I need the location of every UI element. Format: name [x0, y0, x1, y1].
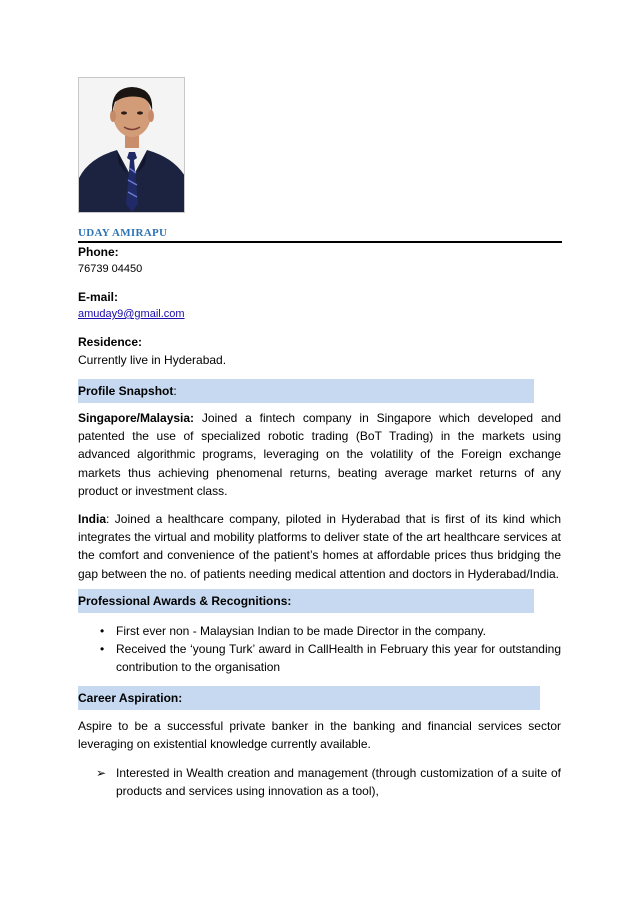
- career-paragraph: Aspire to be a successful private banker in the banking and financial services sector leveraging on existential knowledge currently available.: [78, 719, 561, 752]
- singapore-text: Joined a fintech company in Singapore which developed and patented the use of specialized robotic trading (BoT Trading) in the markets using advanced algorithmic programs, leveraging on the volatility of the Foreign exchange markets thus achieving phenomenal returns, beating average market returns of any product or investment class.: [78, 411, 561, 498]
- profile-photo: [78, 77, 185, 213]
- india-paragraph: [78, 510, 561, 583]
- career-item-text: Interested in Wealth creation and management (through customization of a suite of products and services using innovation as a tool),: [116, 766, 561, 799]
- award-text: First ever non - Malaysian Indian to be made Director in the company.: [116, 624, 486, 638]
- award-text: Received the ‘young Turk’ award in CallHealth in February this year for outstanding contribution to the organisation: [116, 642, 561, 675]
- awards-list: [78, 622, 561, 677]
- arrow-bullet-icon: ➢: [96, 766, 107, 780]
- awards-title: Professional Awards & Recognitions:: [78, 594, 292, 608]
- profile-snapshot-colon: :: [173, 384, 177, 398]
- india-text: : Joined a healthcare company, piloted in Hyderabad that is first of its kind which integrates the virtual and mobility platforms to deliver state of the art healthcare services at the comfort and convenience of the patient’s homes at affordable prices thus bridging the gap between the no. of patients needing medical attention and doctors in Hyderabad/India.: [78, 512, 561, 581]
- phone-value: 76739 04450: [78, 263, 143, 275]
- residence-value: Currently live in Hyderabad.: [78, 353, 227, 367]
- career-heading: [78, 686, 540, 710]
- bullet-icon: •: [100, 642, 105, 657]
- email-link[interactable]: amuday9@gmail.com: [78, 308, 185, 320]
- career-title: Career Aspiration:: [78, 691, 183, 705]
- india-lead: India: [78, 512, 107, 526]
- list-item: [78, 764, 561, 800]
- candidate-name: UDAY AMIRAPU: [78, 227, 168, 239]
- email-label: E-mail:: [78, 290, 119, 304]
- awards-heading: [78, 589, 534, 613]
- bullet-icon: •: [100, 624, 105, 638]
- list-item: [78, 640, 561, 676]
- profile-snapshot-heading: [78, 379, 534, 403]
- career-list: [78, 764, 561, 800]
- phone-label: Phone:: [78, 245, 119, 259]
- header-divider: [78, 241, 562, 243]
- residence-label: Residence:: [78, 335, 143, 349]
- profile-snapshot-title: Profile Snapshot: [78, 384, 174, 398]
- list-item: [78, 622, 561, 640]
- singapore-lead: Singapore/Malaysia:: [78, 411, 195, 425]
- singapore-paragraph: [78, 409, 561, 500]
